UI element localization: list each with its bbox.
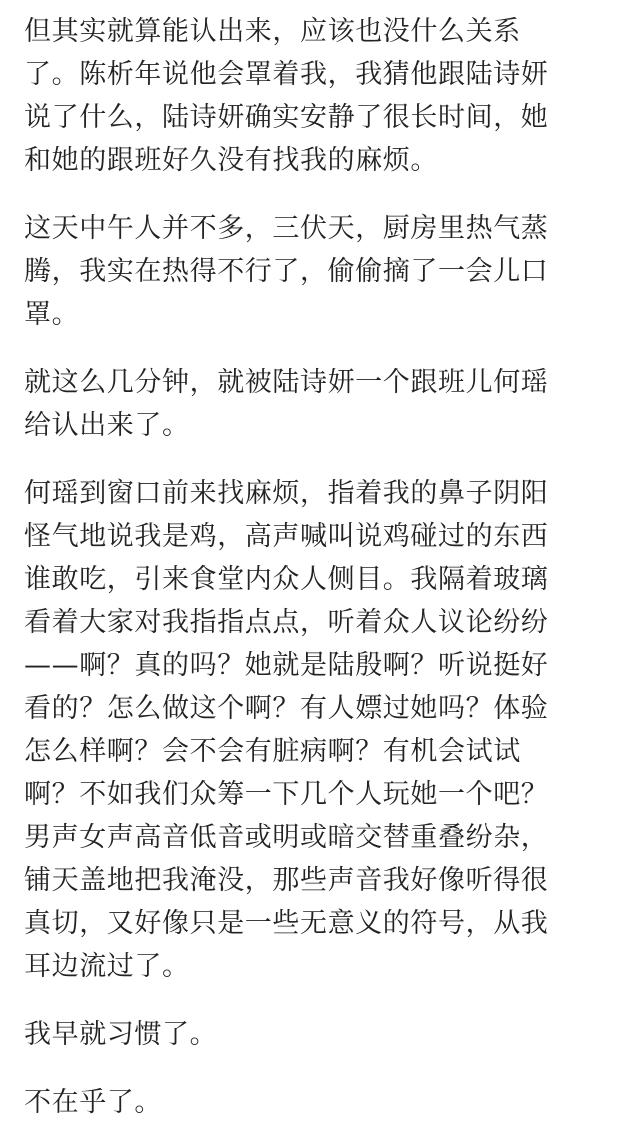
text-line: 耳边流过了。 [24,951,190,982]
text-line: 了。陈析年说他会罩着我，我猜他跟陆诗妍 [24,59,549,90]
text-line: 谁敢吃，引来食堂内众人侧目。我隔着玻璃 [24,564,549,595]
paragraph-spacer [24,447,624,472]
paragraph-spacer [24,988,624,1013]
text-line: 我早就习惯了。 [24,1019,218,1050]
text-line: 罩。 [24,299,80,330]
text-line: 怎么样啊？会不会有脏病啊？有机会试试 [24,736,521,767]
text-line: 男声女声高音低音或明或暗交替重叠纷杂， [24,822,549,853]
text-line: 看的？怎么做这个啊？有人嫖过她吗？体验 [24,693,549,724]
paragraph [24,207,624,336]
text-line: 这天中午人并不多，三伏天，厨房里热气蒸 [24,213,549,244]
text-line: 铺天盖地把我淹没，那些声音我好像听得很 [24,865,549,896]
text-line: 何瑶到窗口前来找麻烦，指着我的鼻子阴阳 [24,478,549,509]
paragraph [24,10,624,182]
paragraph-spacer [24,182,624,207]
text-line: 腾，我实在热得不行了，偷偷摘了一会儿口 [24,256,549,287]
text-line: 就这么几分钟，就被陆诗妍一个跟班儿何瑶 [24,367,549,398]
text-line: 怪气地说我是鸡，高声喊叫说鸡碰过的东西 [24,521,549,552]
text-line: 不在乎了。 [24,1087,162,1118]
text-line: 看着大家对我指指点点，听着众人议论纷纷 [24,607,549,638]
text-line: 真切，又好像只是一些无意义的符号，从我 [24,908,549,939]
paragraph [24,1081,624,1124]
paragraph-spacer [24,1056,624,1081]
text-line: 啊？不如我们众筹一下几个人玩她一个吧？ [24,779,549,810]
text-line: ——啊？真的吗？她就是陆殷啊？听说挺好 [24,650,549,681]
text-line: 给认出来了。 [24,410,190,441]
paragraph [24,361,624,447]
paragraph [24,472,624,988]
paragraph [24,1013,624,1056]
article-body [24,0,624,1124]
text-line: 但其实就算能认出来，应该也没什么关系 [24,16,521,47]
text-line: 和她的跟班好久没有找我的麻烦。 [24,145,438,176]
text-line: 说了什么，陆诗妍确实安静了很长时间，她 [24,102,549,133]
paragraph-spacer [24,336,624,361]
